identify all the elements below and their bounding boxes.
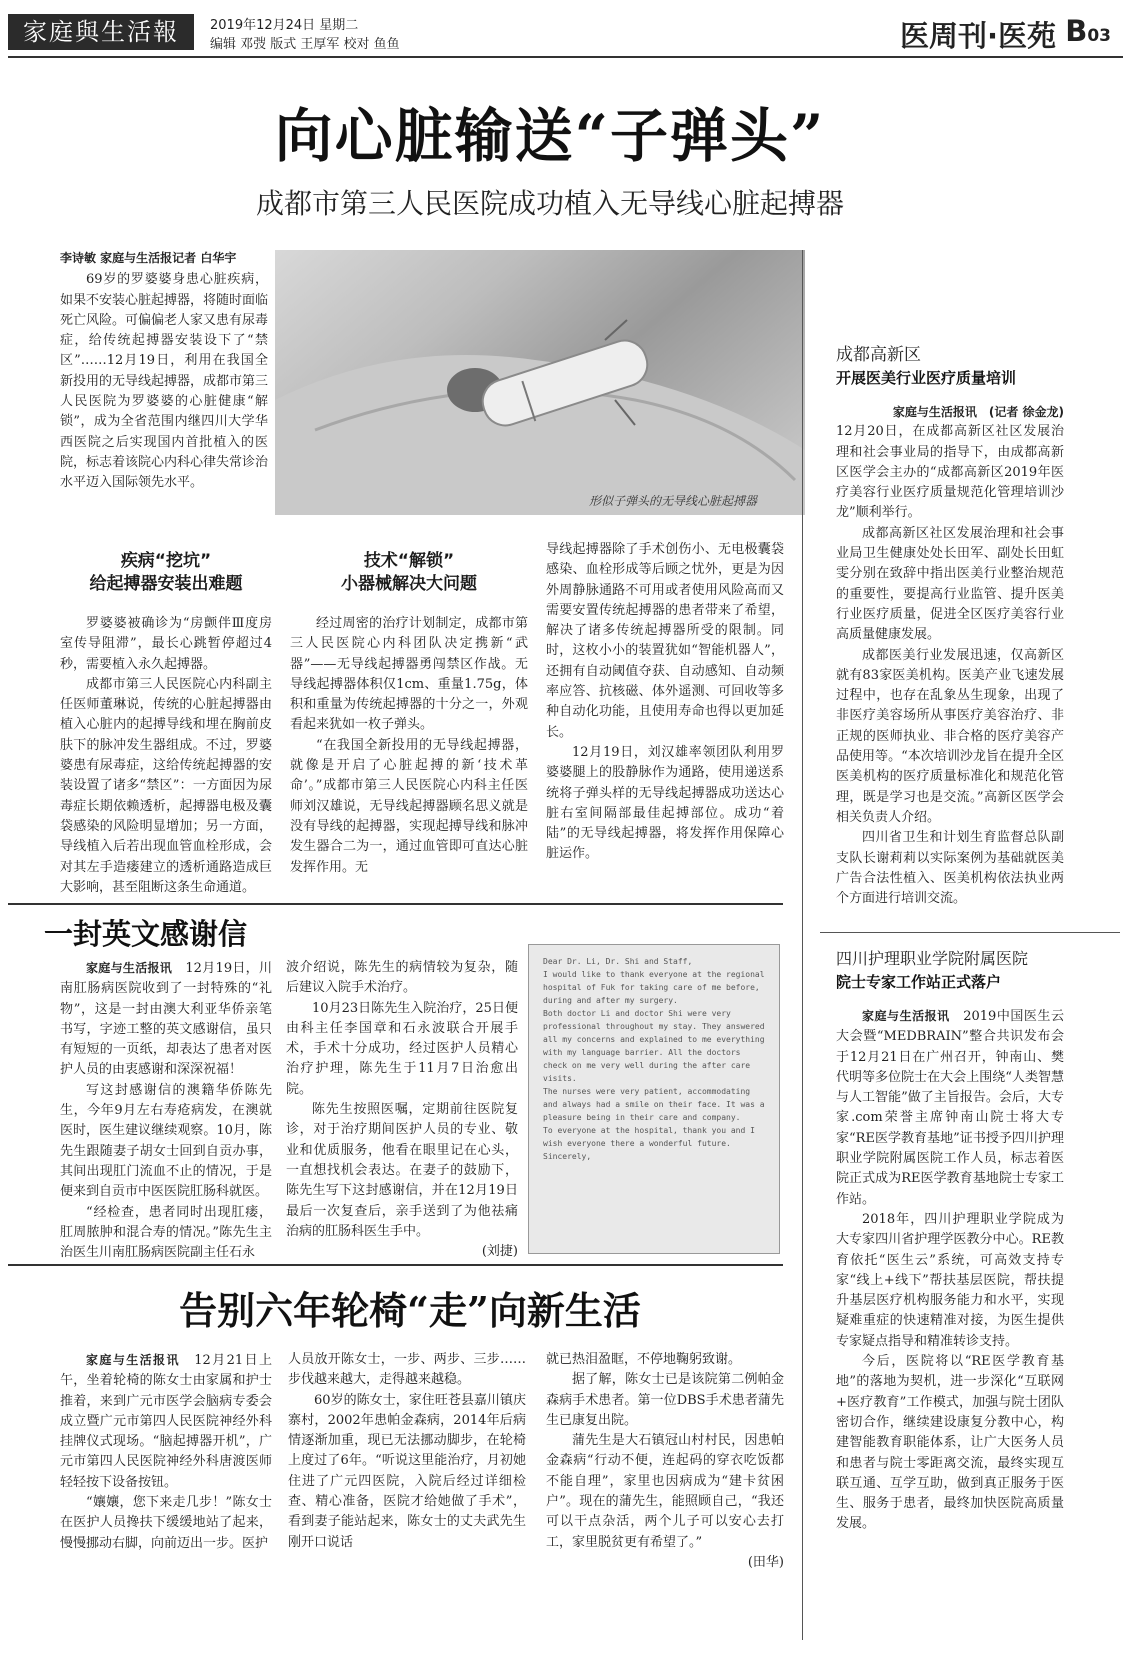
sidebar-2-paragraph: 今后，医院将以“RE医学教育基地”的落地为契机，进一步深化“互联网+医疗教育”工作模式，加强与院士团队密切合作，继续建设康复分教中心，构建智能教育职能体系，让广大医务人员和患者与院士零距离交流，最终实现互联互通、互学互助，做到真正服务于医生、服务于患者，最终加快医院高质量发展。 <box>836 1354 1064 1532</box>
main-column-1 <box>60 550 272 898</box>
letter-story-rule <box>8 903 783 905</box>
masthead-rule <box>8 56 1123 58</box>
sidebar-2-lead-text: 2019中国医生云大会暨“MEDBRAIN”整合共识发布会于12月21日在广州召开，钟南山、樊代明等多位院士在大会上围绕“人类智慧与人工智能”做了主旨报告。会后，大专家.com荣誉主席钟南山院士将大专家“RE医学教育基地”证书授予四川护理职业学院附属医院工作人员，标志着医院正式成为RE医学教育基地院士专家工作站。 <box>836 1009 1064 1207</box>
wheelchair-credit: (田华) <box>747 1554 784 1570</box>
page-number <box>1065 14 1111 48</box>
sidebar-rule <box>820 932 1120 933</box>
wheelchair-paragraph: 60岁的陈女士，家住旺苍县嘉川镇庆寨村，2002年患帕金森病，2014年后病情逐渐加重，现已无法挪动脚步，在轮椅上度过了6年。“听说这里能治疗，月初她住进了广元四医院，入院后经过详细检查、精心准备，医院才给她做了手术”，看到妻子能站起来，陈女士的丈夫武先生刚开口说话 <box>288 1392 526 1550</box>
main-lead <box>60 248 268 494</box>
letter-lead-text: 12月19日，川南肛肠病医院收到了一封特殊的“礼物”，这是一封由澳大利亚华侨亲笔书写，字迹工整的英文感谢信，虽只有短短的一页纸，却表达了患者对医护人员的由衷感谢和深深祝福！ <box>60 961 272 1078</box>
hand-with-pacemaker-image <box>275 250 805 515</box>
column-1-heading-bottom: 给起搏器安装出难题 <box>89 574 243 594</box>
wheelchair-column-2 <box>288 1350 526 1553</box>
letter-paragraph <box>60 958 272 1081</box>
sidebar-1-headline: 开展医美行业医疗质量培训 <box>836 369 1017 387</box>
letter-paragraph: 10月23日陈先生入院治疗，25日便由科主任李国章和石永波联合开展手术，手术十分成功，经过医护人员精心治疗护理，陈先生于11月7日治愈出院。 <box>286 1000 518 1097</box>
sidebar-2-paragraph <box>836 1006 1064 1210</box>
column-3-paragraph: 12月19日，刘汉雄率领团队利用罗婆婆腿上的股静脉作为通路，使用递送系统将子弹头样的无导线起搏器成功送达心脏右室间隔部最佳起搏部位。成功“着陆”的无导线起搏器，将发挥作用保障心脏运作。 <box>546 744 784 862</box>
page-letter: B <box>1065 14 1088 48</box>
sidebar-1-paragraph: 成都医美行业发展迅速，仅高新区就有83家医美机构。医美产业飞速发展过程中，也存在乱象丛生现象，出现了非医疗美容场所从事医疗美容治疗、非正规的医师执业、非合格的医疗美容产品使用等。“本次培训沙龙旨在提升全区医美机构的医疗质量标准化和规范化管理，既是学习也是交流。”高新区医学会相关负责人介绍。 <box>836 647 1064 825</box>
wheelchair-column-3 <box>546 1350 784 1573</box>
wheelchair-paragraph: 蒲先生是大石镇冠山村村民，因患帕金森病“行动不便，连起码的穿衣吃饭都不能自理”，家里也因病成为“建卡贫困户”。现在的蒲先生，能照顾自己，“我还可以干点杂活，两个儿子可以安心去打工，家里脱贫更有希望了。” <box>546 1433 784 1550</box>
sidebar-1-kicker: 成都高新区 <box>836 345 921 365</box>
sidebar-1-paragraph: 12月20日，在成都高新区社区发展治理和社会事业局的指导下，由成都高新区医学会主办的“成都高新区2019年医疗美容行业医疗质量规范化管理培训沙龙”顺利举行。 <box>836 424 1064 521</box>
letter-handwriting: Dear Dr. Li, Dr. Shi and Staff, I would like to thank everyone at the regional hospital of Fuk for taking care of me before, during and after my surgery. Both doctor Li and doctor Shi were very professional throughout my stay. They answered all my concerns and explained to me everything with my language barrier. All the doctors check on me very well during the after care visits. The nurses were very patient, accommodating and always had a smile on their face. It was a pleasure being in their care and company. To everyone at the hospital, thank you and I wish everyone there a wonderful future. Sincerely, <box>543 957 765 1161</box>
sidebar-2-byline: 家庭与生活报讯 <box>862 1009 950 1023</box>
column-3-paragraph: 导线起搏器除了手术创伤小、无电极囊袋感染、血栓形成等后顾之忧外，更是为因外周静脉通路不可用或者使用风险高而又需要安置传统起搏器的患者带来了希望，解决了诸多传统起搏器所受的限制。同时，这枚小小的装置犹如“智能机器人”，还拥有自动阈值夺获、自动感知、自动频率应答、抗核磁、体外遥测、可回收等多种自动化功能，且使用寿命也得以更加延长。 <box>546 542 784 740</box>
letter-paragraph: 写这封感谢信的澳籍华侨陈先生，今年9月左右寿疮病发，在澳就医时，医生建议继续观察。10月，陈先生跟随妻子胡女士回到自贡办事，其间出现肛门流血不止的情况，于是便来到自贡市中医医院肛肠科就医。 <box>60 1082 272 1200</box>
sidebar-1-byline: 家庭与生活报讯 (记者 徐金龙) <box>892 405 1064 419</box>
letter-column-2 <box>286 958 518 1262</box>
sidebar-story-2 <box>836 946 1064 1535</box>
column-1-paragraph: 成都市第三人民医院心内科副主任医师董琳说，传统的心脏起搏器由植入心脏内的起搏导线和埋在胸前皮肤下的脉冲发生器组成。不过，罗婆婆患有尿毒症，这给传统起搏器的安装设置了诸多“禁区”：一方面因为尿毒症长期依赖透析，起搏器电极及囊袋感染的风险明显增加；另一方面，导线植入后若出现血管血栓形成，会对其左手造瘘建立的透析通路造成巨大影响，甚至阻断这条生命通道。 <box>60 676 272 895</box>
column-2-paragraph: 经过周密的治疗计划制定，成都市第三人民医院心内科团队决定携新“武器”——无导线起搏器勇闯禁区作战。无导线起搏器体积仅1cm、重量1.75g，体积和重量为传统起搏器的十分之一，外观看起来犹如一枚子弹头。 <box>290 616 528 733</box>
wheelchair-headline: 告别六年轮椅“走”向新生活 <box>179 1288 641 1333</box>
sidebar-1-paragraph: 四川省卫生和计划生育监督总队副支队长谢莉莉以实际案例为基础就医美广告合法性植入、医美机构依法执业两个方面进行培训交流。 <box>836 830 1064 907</box>
wheelchair-paragraph: “孃孃，您下来走几步！”陈女士在医护人员搀扶下缓缓地站了起来，慢慢挪动右脚，向前迈出一步。医护 <box>60 1495 272 1551</box>
column-1-heading-top: 疾病“挖坑” <box>120 551 212 571</box>
column-2-paragraph: “在我国全新投用的无导线起搏器，就像是开启了心脏起搏的新‘技术革命’。”成都市第三人民医院心内科主任医师刘汉雄说，无导线起搏器顾名思义就是没有导线的起搏器，实现起搏导线和脉冲发生器合二为一，通过血管即可直达心脏发挥作用。无 <box>290 737 528 875</box>
staff-credits: 编辑 邓弢 版式 王厚军 校对 鱼鱼 <box>210 37 400 52</box>
wheelchair-paragraph: 据了解，陈女士已是该院第二例帕金森病手术患者。第一位DBS手术患者蒲先生已康复出院。 <box>546 1372 784 1428</box>
letter-headline: 一封英文感谢信 <box>36 912 255 953</box>
letter-byline: 家庭与生活报讯 <box>86 961 173 975</box>
sidebar-2-kicker: 四川护理职业学院附属医院 <box>836 949 1029 968</box>
main-byline: 李诗敏 家庭与生活报记者 白华宇 <box>60 251 237 265</box>
page-num: 03 <box>1087 26 1111 46</box>
letter-paragraph: 陈先生按照医嘱，定期前往医院复诊，对于治疗期间医护人员的专业、敬业和优质服务，他看在眼里记在心头，一直想找机会表达。在妻子的鼓励下，陈先生写下这封感谢信，并在12月19日最后一次复查后，亲手送到了为他祛痛治病的肛肠科医生手中。 <box>286 1102 518 1239</box>
letter-paragraph: “经检查，患者同时出现肛瘘，肛周脓肿和混合寿的情况。”陈先生主治医生川南肛肠病医院副主任石永 <box>60 1204 272 1261</box>
column-1-paragraph: 罗婆婆被确诊为“房颤伴Ⅲ度房室传导阻滞”，最长心跳暂停超过4秒，需要植入永久起搏器。 <box>60 616 272 672</box>
wheelchair-column-1 <box>60 1350 272 1554</box>
wheelchair-paragraph: 就已热泪盈眶，不停地鞠躬致谢。 <box>546 1352 742 1367</box>
letter-paragraph: 波介绍说，陈先生的病情较为复杂，随后建议入院手术治疗。 <box>286 960 518 996</box>
section-title: 医周刊·医苑 <box>899 19 1056 53</box>
sidebar-story-1 <box>836 340 1064 909</box>
main-subheadline: 成都市第三人民医院成功植入无导线心脏起搏器 <box>255 187 844 220</box>
thank-you-letter-image <box>528 944 780 1254</box>
wheelchair-byline: 家庭与生活报讯 <box>86 1353 180 1367</box>
column-2-heading-top: 技术“解锁” <box>363 551 455 571</box>
wheelchair-story-rule <box>8 1264 783 1266</box>
letter-credit: (刘捷) <box>481 1244 518 1260</box>
photo-caption: 形似子弹头的无导线心脏起搏器 <box>588 494 757 508</box>
sidebar-2-paragraph: 2018年，四川护理职业学院成为大专家四川省护理学医教分中心。RE教育依托“医生云”系统，可高效支持专家“线上+线下”帮扶基层医院，帮扶提升基层医疗机构服务能力和水平，实现疑难重症的快速精准对接，为医生提供专家疑点指导和精准转诊支持。 <box>836 1211 1064 1349</box>
newspaper-logo: 家庭與生活報 <box>8 14 194 50</box>
wheelchair-lead-text: 12月21日上午，坐着轮椅的陈女士由家属和护士推着，来到广元市医学会脑病专委会成立暨广元市第四人民医院神经外科挂牌仪式现场。“脑起搏器开机”，广元市第四人民医院神经外科唐渡医师轻轻按下设备按钮。 <box>60 1353 272 1490</box>
wheelchair-paragraph <box>60 1350 272 1493</box>
column-2-heading-bottom: 小器械解决大问题 <box>341 574 477 594</box>
letter-column-1 <box>60 958 272 1263</box>
main-column-2 <box>290 550 528 878</box>
wheelchair-paragraph: 人员放开陈女士，一步、两步、三步……步伐越来越大，走得越来越稳。 <box>288 1352 526 1388</box>
sidebar-2-headline: 院士专家工作站正式落户 <box>836 973 1002 991</box>
issue-date: 2019年12月24日 星期二 <box>210 18 359 33</box>
main-lead-paragraph: 69岁的罗婆婆身患心脏疾病，如果不安装心脏起搏器，将随时面临死亡风险。可偏偏老人家又患有尿毒症，给传统起搏器安装设下了“禁区”……12月19日，利用在我国全新投用的无导线起搏器，成都市第三人民医院为罗婆婆的心脏健康“解锁”，成为全省范围内继四川大学华西医院之后实现国内首批植入的医院，标志着该院心内科心律失常诊治水平迈入国际领先水平。 <box>60 272 269 491</box>
sidebar-1-paragraph: 成都高新区社区发展治理和社会事业局卫生健康处处长田军、副处长田虹雯分别在致辞中指出医美行业整治规范的重要性，要提高行业监管、提升医美行业医疗质量，促进全区医疗美容行业高质量健康发展。 <box>836 525 1064 643</box>
sidebar-divider <box>802 250 803 1640</box>
main-headline: 向心脏输送“子弹头” <box>274 102 826 170</box>
main-column-3 <box>546 540 784 865</box>
pacemaker-photo <box>275 250 805 515</box>
